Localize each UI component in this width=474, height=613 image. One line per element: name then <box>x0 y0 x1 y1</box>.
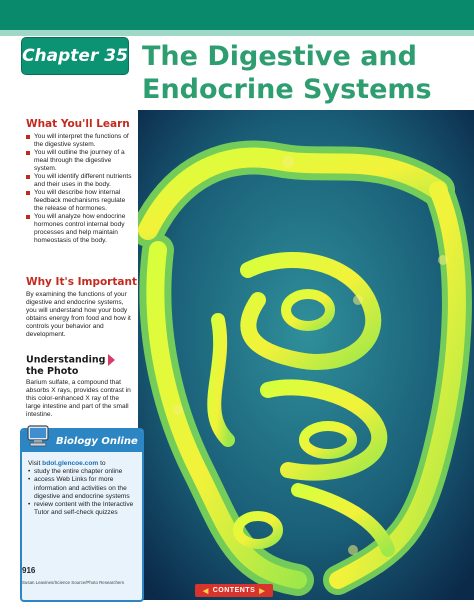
what-youll-learn-section <box>26 118 134 245</box>
learn-item: You will interpret the functions of the digestive system. <box>26 133 134 149</box>
learn-item: You will describe how internal feedback mechanisms regulate the release of hormones. <box>26 189 134 213</box>
photo-credit: Susan Leavines/Science Source/Photo Researchers <box>22 580 125 585</box>
why-important-text: By examining the functions of your digestive and endocrine systems, you will understand how your body obtains energy from food and how it controls your behavior and development. <box>26 291 131 338</box>
online-url-link[interactable]: bdol.glencoe.com <box>42 460 99 467</box>
understanding-heading-line1: Understanding <box>26 354 106 366</box>
why-important-heading: Why It's Important <box>26 276 137 288</box>
page-number: 916 <box>22 566 36 575</box>
learn-list <box>26 133 134 245</box>
learn-item: You will analyze how endocrine hormones control internal body processes and help maintain homeostasis of the body. <box>26 213 134 245</box>
learn-item: You will outline the journey of a meal through the digestive system. <box>26 149 134 173</box>
header-strip <box>0 30 474 36</box>
chapter-label: Chapter 35 <box>22 38 128 74</box>
visit-suffix: to <box>98 460 106 467</box>
online-item: • study the entire chapter online <box>28 468 138 476</box>
title-line-1: The Digestive and <box>142 41 417 72</box>
xray-photo <box>138 110 474 600</box>
online-item: • review content with the Interactive Tutor and self-check quizzes <box>28 501 138 517</box>
what-youll-learn-heading: What You'll Learn <box>26 118 130 130</box>
understanding-photo-section <box>26 354 134 419</box>
chevron-right-icon: ▶ <box>259 587 266 595</box>
learn-item: You will identify different nutrients and their uses in the body. <box>26 173 134 189</box>
title-line-2: Endocrine Systems <box>142 74 432 105</box>
chevron-left-icon: ◀ <box>202 587 209 595</box>
understanding-heading <box>26 354 134 377</box>
understanding-heading-line2: the Photo <box>26 366 79 377</box>
computer-icon <box>26 424 52 448</box>
contents-label: CONTENTS <box>212 587 256 594</box>
biology-online-box <box>20 428 144 602</box>
contents-button[interactable] <box>195 584 273 597</box>
why-important-section <box>26 276 137 339</box>
visit-prefix: Visit <box>28 460 43 467</box>
online-list <box>28 468 138 517</box>
biology-online-body <box>28 460 138 517</box>
arrow-right-icon <box>108 354 115 366</box>
header-bar <box>0 0 474 30</box>
page-title <box>142 40 462 106</box>
visit-line <box>28 460 138 468</box>
online-item: • access Web Links for more information and activities on the digestive and endocrine systems <box>28 476 138 501</box>
xray-image <box>138 110 474 600</box>
biology-online-heading: Biology Online <box>56 435 138 447</box>
understanding-text: Barium sulfate, a compound that absorbs X rays, provides contrast in this color-enhanced X ray of the large intestine and part of the small intestine. <box>26 379 131 418</box>
